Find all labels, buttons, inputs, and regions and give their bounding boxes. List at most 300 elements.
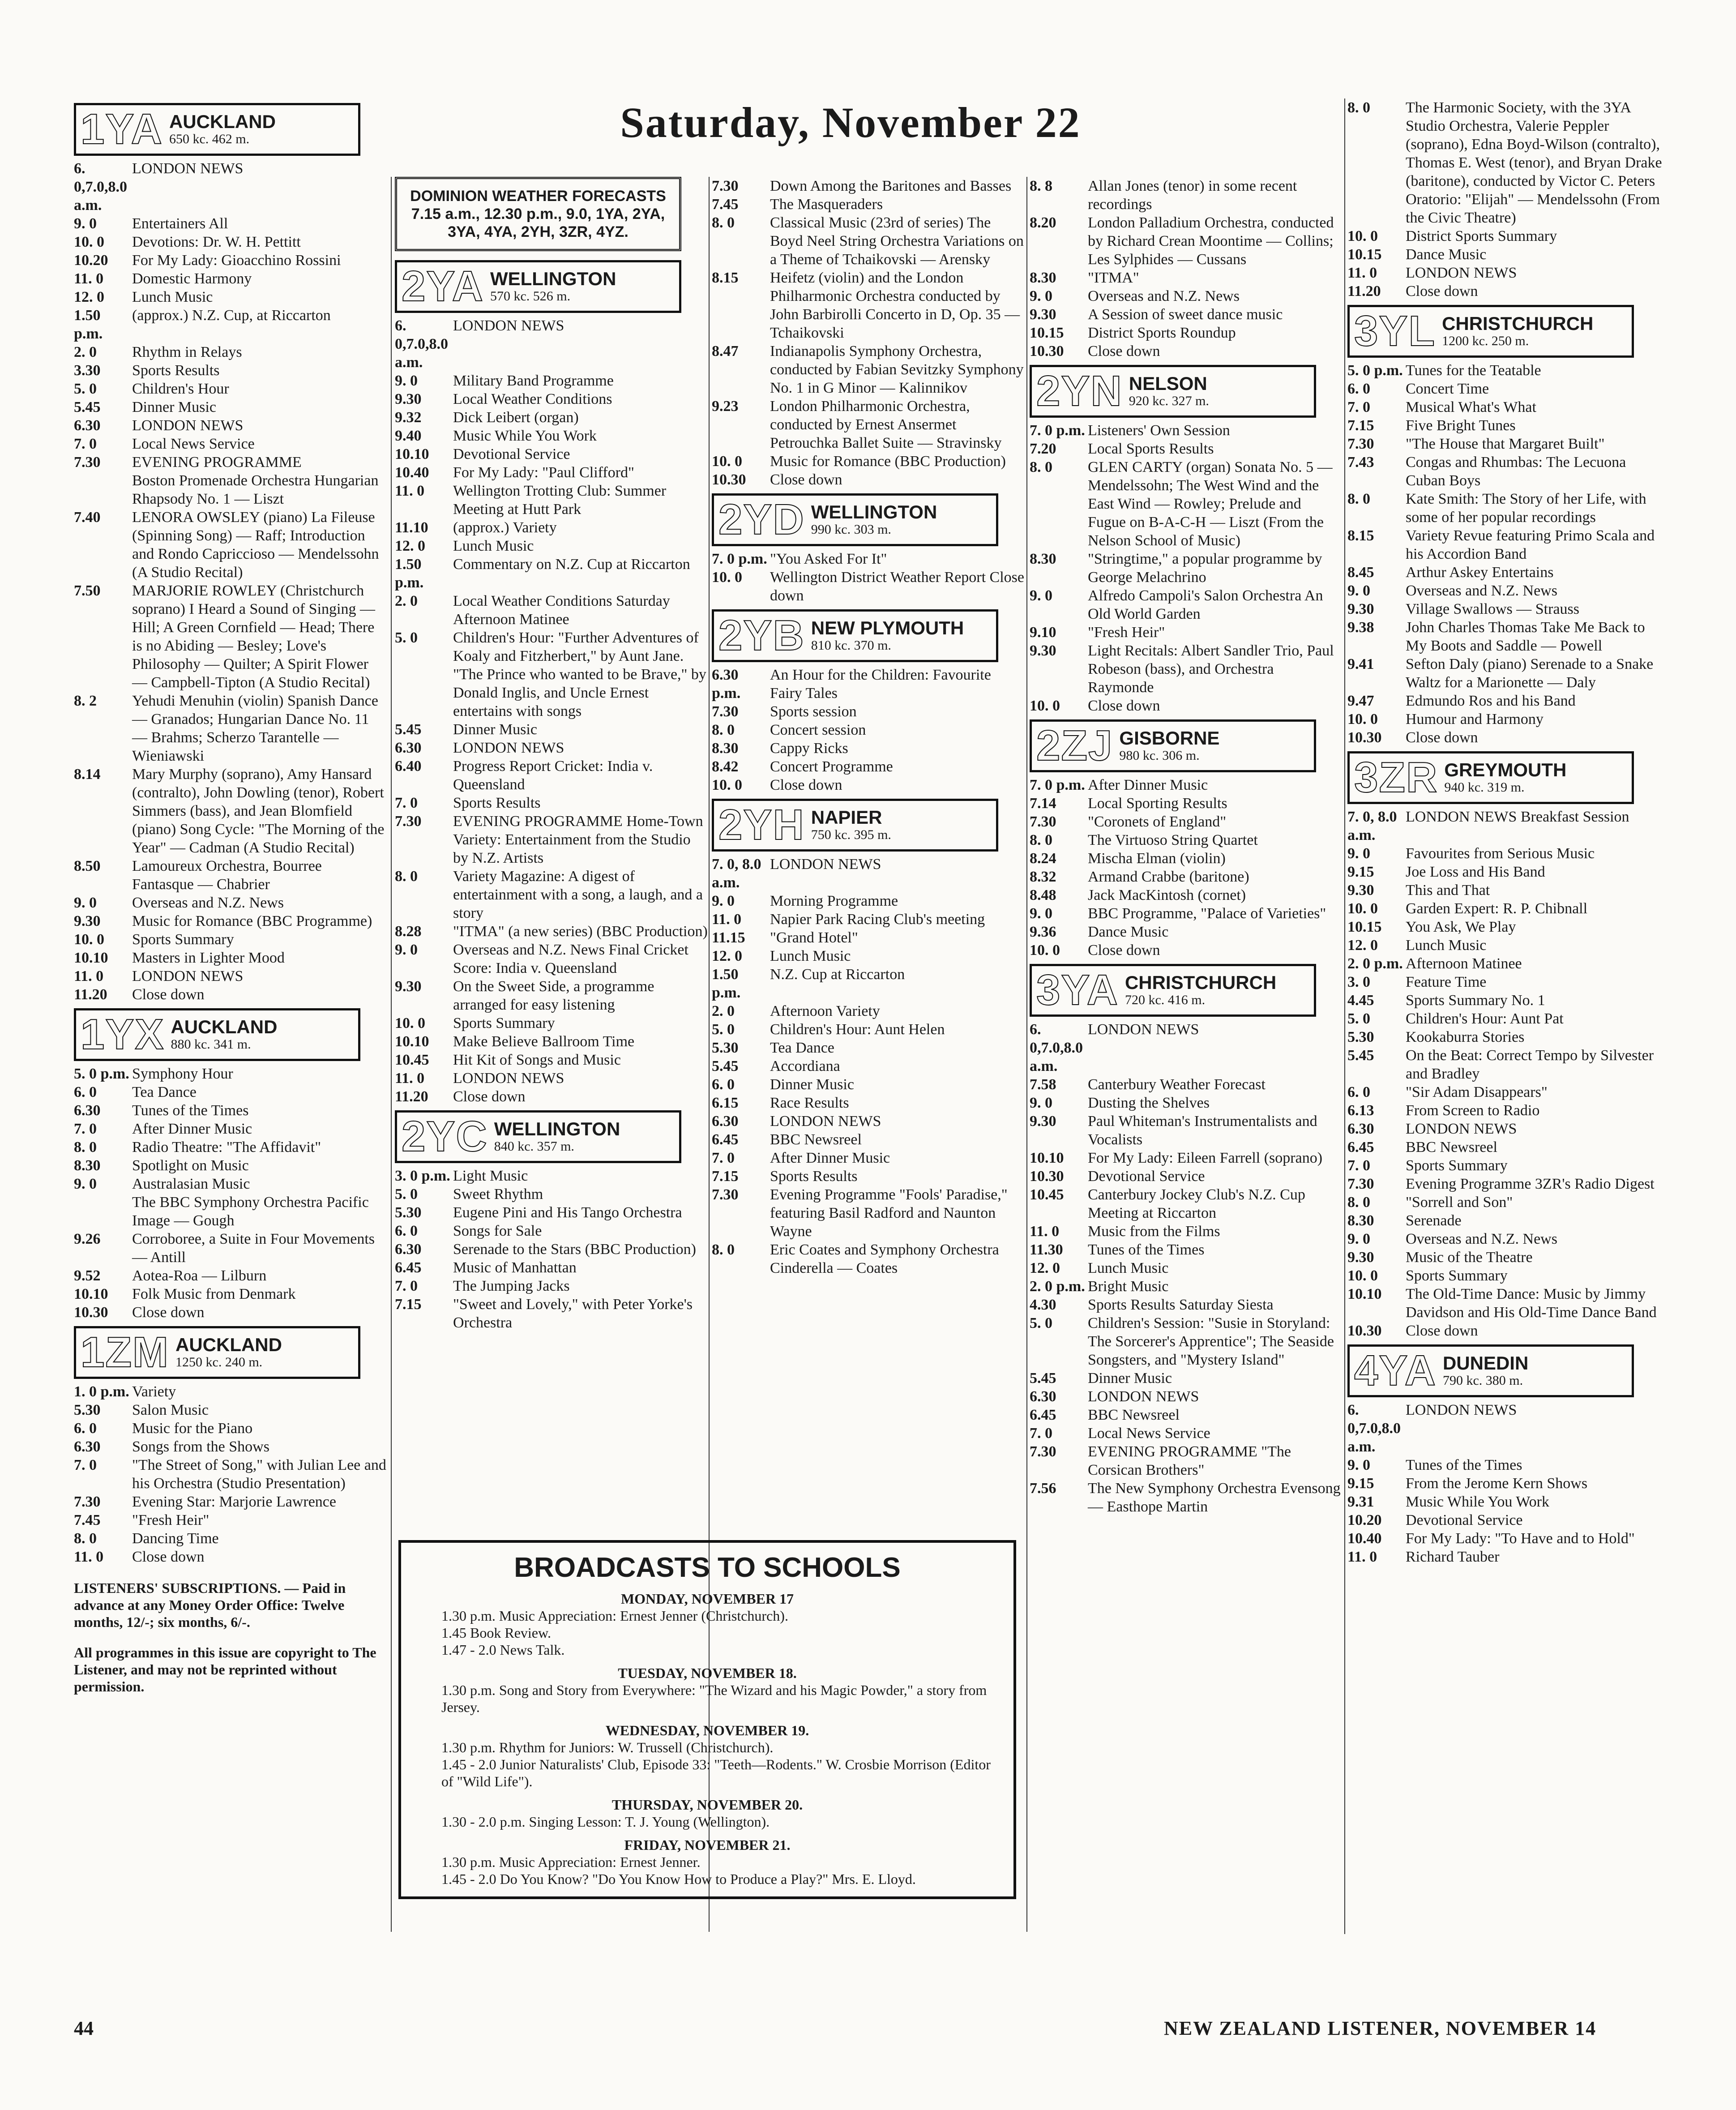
- programme-item: [1030, 1167, 1343, 1186]
- programme-item: [1347, 1474, 1668, 1493]
- programme-item: [1347, 1211, 1668, 1230]
- page-number: 44: [74, 2017, 94, 2039]
- programme-time: 9. 0: [1347, 845, 1370, 862]
- programme-time: 7. 0: [1347, 399, 1370, 415]
- programme-title: Evening Star: Marjorie Lawrence: [132, 1494, 336, 1510]
- programme-list: [74, 159, 387, 1004]
- programme-item: [1347, 600, 1668, 618]
- programme-time: 6.30: [395, 1241, 422, 1258]
- programme-time: 9. 0: [712, 893, 735, 909]
- programme-list: [1347, 1401, 1668, 1566]
- station-block: [74, 1008, 360, 1061]
- programme-item: [1030, 1186, 1343, 1222]
- programme-item: [1347, 245, 1668, 264]
- programme-time: 9.38: [1347, 619, 1374, 636]
- programme-item: [1347, 1010, 1668, 1028]
- programme-time: 8.30: [1347, 1212, 1374, 1229]
- programme-item: [712, 1039, 1025, 1057]
- programme-title: LONDON NEWS: [1406, 1121, 1517, 1137]
- programme-title: Overseas and N.Z. News: [1406, 582, 1557, 599]
- programme-item: [74, 1382, 387, 1401]
- programme-item: [1347, 808, 1668, 844]
- programme-title: N.Z. Cup at Riccarton: [770, 966, 905, 983]
- programme-item: [74, 398, 387, 416]
- programme-time: 11. 0: [395, 1070, 425, 1087]
- programme-time: 7.45: [712, 196, 739, 213]
- programme-item: [395, 1185, 708, 1203]
- programme-item: [1347, 1401, 1668, 1456]
- programme-item: [74, 1511, 387, 1529]
- programme-title: "ITMA": [1088, 270, 1139, 286]
- programme-time: 5.45: [395, 721, 422, 738]
- programme-item: [74, 1401, 387, 1419]
- programme-time: 6. 0: [1347, 381, 1370, 397]
- programme-item: [1030, 342, 1343, 360]
- programme-title: Music While You Work: [1406, 1494, 1549, 1510]
- programme-title: Sports Summary: [453, 1015, 555, 1031]
- programme-time: 8.47: [712, 343, 739, 360]
- programme-title: Sports session: [770, 703, 857, 720]
- programme-title: Accordiana: [770, 1058, 840, 1074]
- programme-title: "Fresh Heir": [1088, 624, 1165, 641]
- programme-title: Close down: [1406, 283, 1478, 300]
- programme-title: London Palladium Orchestra, conducted by Richard Crean Moontime — Collins; Les Sylphides — Cussans: [1088, 214, 1334, 268]
- programme-item: [1347, 526, 1668, 563]
- programme-time: 11. 0: [74, 270, 104, 287]
- station-callsign: 2ZJ: [1036, 722, 1113, 770]
- programme-title: Children's Hour: [132, 381, 229, 397]
- programme-item: [74, 214, 387, 233]
- programme-title: Corroboree, a Suite in Four Movements — Antill: [132, 1231, 375, 1266]
- programme-title: Music While You Work: [453, 428, 597, 444]
- programme-title: Canterbury Weather Forecast: [1088, 1076, 1266, 1093]
- programme-item: [74, 1230, 387, 1267]
- programme-title: Local Weather Conditions Saturday Afternoon Matinee: [453, 593, 670, 628]
- programme-time: 6.30: [1030, 1388, 1056, 1405]
- programme-title: "The Street of Song," with Julian Lee and his Orchestra (Studio Presentation): [132, 1457, 386, 1492]
- programme-time: 9.41: [1347, 656, 1374, 672]
- programme-time: 9. 0: [395, 372, 418, 389]
- programme-item: [395, 592, 708, 629]
- programme-time: 11. 0: [1030, 1223, 1060, 1240]
- station-callsign: 1YX: [81, 1010, 165, 1058]
- programme-title: Close down: [1088, 698, 1160, 714]
- programme-time: 6.30: [74, 417, 101, 434]
- programme-item: [712, 910, 1025, 929]
- programme-item: [395, 1240, 708, 1258]
- programme-title: Evening Programme 3ZR's Radio Digest: [1406, 1176, 1655, 1192]
- programme-time: 10.10: [1347, 1286, 1382, 1302]
- programme-item: [712, 1241, 1025, 1277]
- programme-item: [395, 867, 708, 922]
- programme-item: [712, 1002, 1025, 1020]
- programme-item: [1347, 899, 1668, 918]
- programme-item: [1030, 269, 1343, 287]
- programme-title: (approx.) Variety: [453, 519, 557, 536]
- programme-item: [74, 1493, 387, 1511]
- programme-item: [1347, 881, 1668, 899]
- programme-time: 8.30: [1030, 551, 1056, 567]
- programme-time: 7. 0, 8.0 a.m.: [1347, 809, 1397, 843]
- station-callsign: 4YA: [1354, 1347, 1437, 1395]
- programme-item: [395, 812, 708, 867]
- programme-time: 8. 0: [712, 722, 735, 738]
- programme-title: GLEN CARTY (organ) Sonata No. 5 — Mendelssohn; The West Wind and the East Wind — Rowley; Prelude and Fugue on B-A-C-H — Liszt (From the Nelson School of Music): [1088, 459, 1333, 549]
- programme-item: [1030, 1094, 1343, 1112]
- schools-item: 1.30 p.m. Music Appreciation: Ernest Jenner (Christchurch).: [441, 1608, 788, 1624]
- programme-time: 7. 0: [1030, 1425, 1052, 1442]
- programme-item: [1347, 361, 1668, 380]
- station-block: [1030, 719, 1316, 772]
- programme-title: Dinner Music: [1088, 1370, 1172, 1387]
- schools-day-heading: TUESDAY, NOVEMBER 18.: [618, 1665, 797, 1681]
- programme-time: 6.30: [74, 1438, 101, 1455]
- programme-title: Favourites from Serious Music: [1406, 845, 1595, 862]
- programme-item: [1347, 1511, 1668, 1529]
- station-block: [1347, 305, 1634, 358]
- programme-title: Military Band Programme: [453, 372, 614, 389]
- schools-item: 1.30 p.m. Rhythm for Juniors: W. Trussell (Christchurch).: [441, 1739, 774, 1755]
- programme-title: Rhythm in Relays: [132, 344, 242, 360]
- programme-time: 5.30: [74, 1402, 101, 1418]
- programme-time: 7. 0: [1347, 1157, 1370, 1174]
- station-city: NEW PLYMOUTH: [811, 617, 964, 638]
- programme-item: [74, 270, 387, 288]
- programme-item: [1030, 831, 1343, 849]
- programme-item: [74, 1303, 387, 1322]
- programme-time: 8. 0: [1030, 459, 1052, 475]
- programme-time: 10.45: [1030, 1186, 1064, 1203]
- programme-time: 9. 0: [1347, 1231, 1370, 1247]
- programme-title: Village Swallows — Strauss: [1406, 601, 1579, 617]
- programme-item: [395, 390, 708, 408]
- programme-item: [1347, 1120, 1668, 1138]
- programme-item: [1030, 642, 1343, 697]
- programme-time: 7.56: [1030, 1480, 1056, 1497]
- programme-time: 11. 0: [395, 483, 425, 499]
- programme-time: 7. 0 p.m.: [1030, 422, 1085, 439]
- programme-time: 8.15: [1347, 527, 1374, 544]
- programme-item: [74, 1193, 387, 1230]
- programme-title: Dancing Time: [132, 1530, 219, 1547]
- programme-time: 2. 0 p.m.: [1030, 1278, 1085, 1295]
- column-3: [712, 177, 1025, 1277]
- programme-time: 5.45: [74, 399, 101, 415]
- programme-title: Music for Romance (BBC Production): [770, 453, 1006, 470]
- programme-time: 7.30: [395, 813, 422, 830]
- programme-time: 10. 0: [1030, 698, 1060, 714]
- programme-item: [395, 977, 708, 1014]
- programme-title: John Charles Thomas Take Me Back to My Boots and Saddle — Powell: [1406, 619, 1645, 654]
- programme-item: [712, 342, 1025, 397]
- programme-title: Mary Murphy (soprano), Amy Hansard (contralto), John Dowling (tenor), Robert Simmers (bass), and Jean Blomfield (piano) Song Cycle: "The Morning of the Year" — Cadman (A Studio Recital): [132, 766, 385, 856]
- programme-time: 9.30: [395, 978, 422, 995]
- programme-title: Close down: [770, 777, 842, 793]
- programme-title: Indianapolis Symphony Orchestra, conducted by Fabian Sevitzky Symphony No. 1 in G Minor — Kalinnikov: [770, 343, 1024, 396]
- programme-time: 5.45: [712, 1058, 739, 1074]
- programme-time: 10.45: [395, 1052, 429, 1068]
- programme-item: [712, 758, 1025, 776]
- programme-title: On the Beat: Correct Tempo by Silvester and Bradley: [1406, 1047, 1654, 1082]
- programme-item: [395, 1258, 708, 1277]
- programme-item: [395, 408, 708, 427]
- programme-title: Songs from the Shows: [132, 1438, 269, 1455]
- programme-item: [395, 1051, 708, 1069]
- programme-time: 7.15: [712, 1168, 739, 1185]
- programme-item: [1347, 692, 1668, 710]
- station-frequency: 940 kc. 319 m.: [1444, 780, 1525, 795]
- programme-title: Afternoon Variety: [770, 1003, 880, 1019]
- programme-title: For My Lady: "To Have and to Hold": [1406, 1530, 1635, 1547]
- programme-title: Listeners' Own Session: [1088, 422, 1230, 439]
- station-block: [712, 609, 998, 662]
- programme-title: Eric Coates and Symphony Orchestra Cinderella — Coates: [770, 1241, 999, 1276]
- programme-time: 4.45: [1347, 992, 1374, 1009]
- programme-item: [395, 317, 708, 372]
- programme-time: 10.40: [395, 464, 429, 481]
- programme-time: 8.30: [1030, 270, 1056, 286]
- programme-title: Five Bright Tunes: [1406, 417, 1516, 434]
- programme-title: Close down: [132, 1549, 205, 1565]
- programme-time: 10.10: [74, 950, 108, 966]
- programme-title: BBC Programme, "Palace of Varieties": [1088, 905, 1326, 922]
- programme-title: From Screen to Radio: [1406, 1102, 1540, 1119]
- programme-item: [1030, 776, 1343, 794]
- programme-item: [1347, 1193, 1668, 1211]
- programme-time: 5. 0: [1347, 1010, 1370, 1027]
- programme-item: [1030, 1277, 1343, 1296]
- programme-item: [712, 452, 1025, 471]
- programme-time: 8. 0: [712, 1241, 735, 1258]
- programme-title: Sports Results: [770, 1168, 858, 1185]
- station-frequency: 880 kc. 341 m.: [171, 1037, 251, 1052]
- programme-item: [712, 1149, 1025, 1167]
- programme-time: 10. 0: [1030, 942, 1060, 959]
- programme-title: Devotional Service: [1406, 1512, 1523, 1528]
- page-title: Saturday, November 22: [620, 98, 1081, 146]
- programme-title: Salon Music: [132, 1402, 209, 1418]
- programme-time: 5. 0 p.m.: [1347, 362, 1403, 379]
- programme-time: 10. 0: [1347, 1267, 1378, 1284]
- programme-title: Music from the Films: [1088, 1223, 1220, 1240]
- station-block: [74, 1326, 360, 1379]
- programme-time: 5. 0: [712, 1021, 735, 1038]
- programme-time: 10.15: [1030, 325, 1064, 341]
- programme-title: LONDON NEWS: [1406, 265, 1517, 281]
- programme-item: [395, 922, 708, 941]
- programme-item: [1347, 1101, 1668, 1120]
- programme-title: Tunes of the Times: [132, 1102, 249, 1119]
- programme-time: 7.43: [1347, 454, 1374, 471]
- programme-title: Overseas and N.Z. News: [132, 895, 284, 911]
- station-frequency: 650 kc. 462 m.: [169, 132, 250, 146]
- programme-time: 8.32: [1030, 869, 1056, 885]
- programme-title: Concert Time: [1406, 381, 1489, 397]
- programme-item: [74, 1101, 387, 1120]
- programme-time: 11. 0: [1347, 265, 1377, 281]
- programme-item: [1347, 844, 1668, 863]
- programme-title: Folk Music from Denmark: [132, 1286, 296, 1302]
- programme-item: [395, 445, 708, 463]
- programme-time: 8.48: [1030, 887, 1056, 903]
- programme-title: Sports Summary: [1406, 1267, 1508, 1284]
- station-city: AUCKLAND: [175, 1334, 282, 1355]
- programme-item: [74, 857, 387, 894]
- programme-title: "The House that Margaret Built": [1406, 436, 1605, 452]
- programme-title: Aotea-Roa — Lilburn: [132, 1267, 267, 1284]
- station-block: [395, 1110, 681, 1163]
- programme-time: 5.30: [1347, 1029, 1374, 1045]
- programme-list: [395, 1167, 708, 1332]
- programme-time: 7.30: [1030, 1443, 1056, 1460]
- programme-item: [74, 967, 387, 985]
- programme-title: Allan Jones (tenor) in some recent recordings: [1088, 178, 1297, 213]
- programme-time: 10.10: [74, 1286, 108, 1302]
- programme-time: 4.30: [1030, 1297, 1056, 1313]
- programme-item: [395, 537, 708, 555]
- programme-title: After Dinner Music: [1088, 777, 1208, 793]
- programme-time: 9.30: [1030, 306, 1056, 323]
- programme-item: [74, 361, 387, 380]
- programme-list: [1347, 98, 1668, 300]
- programme-item: [1030, 923, 1343, 941]
- programme-title: Paul Whiteman's Instrumentalists and Vocalists: [1088, 1113, 1317, 1148]
- programme-title: Masters in Lighter Mood: [132, 950, 285, 966]
- programme-item: [1030, 1424, 1343, 1442]
- programme-title: LONDON NEWS: [770, 1113, 881, 1130]
- programme-title: Sweet Rhythm: [453, 1186, 543, 1203]
- programme-title: The New Symphony Orchestra Evensong — Easthope Martin: [1088, 1480, 1341, 1515]
- programme-time: 7.30: [712, 1186, 739, 1203]
- station-callsign: 3ZR: [1354, 753, 1438, 801]
- programme-time: 11. 0: [74, 1549, 104, 1565]
- programme-title: Alfredo Campoli's Salon Orchestra An Old World Garden: [1088, 587, 1323, 622]
- programme-time: 9.30: [1347, 882, 1374, 899]
- station-frequency: 990 kc. 303 m.: [811, 522, 891, 537]
- programme-item: [1347, 655, 1668, 692]
- programme-item: [74, 233, 387, 251]
- programme-time: 8. 0: [74, 1530, 97, 1547]
- programme-item: [1347, 863, 1668, 881]
- programme-item: [1347, 1529, 1668, 1548]
- programme-time: 8.14: [74, 766, 101, 783]
- programme-item: [1030, 287, 1343, 305]
- programme-item: [1347, 98, 1668, 227]
- programme-title: Dusting the Shelves: [1088, 1095, 1210, 1111]
- programme-title: Sefton Daly (piano) Serenade to a Snake Waltz for a Marionette — Daly: [1406, 656, 1654, 691]
- programme-time: 10. 0: [395, 1015, 425, 1031]
- programme-title: EVENING PROGRAMME: [132, 454, 302, 471]
- programme-item: [395, 1087, 708, 1106]
- programme-item: [74, 1438, 387, 1456]
- programme-time: 5.30: [395, 1204, 422, 1221]
- programme-time: 8.24: [1030, 850, 1056, 867]
- programme-time: 6. 0,7.0,8.0 a.m.: [1347, 1402, 1401, 1455]
- programme-title: Feature Time: [1406, 974, 1487, 990]
- programme-item: [712, 1167, 1025, 1186]
- programme-title: Symphony Hour: [132, 1066, 233, 1082]
- programme-title: Devotional Service: [453, 446, 570, 462]
- programme-title: "Sweet and Lovely," with Peter Yorke's Orchestra: [453, 1296, 693, 1331]
- programme-list: [395, 317, 708, 1106]
- programme-time: 9.36: [1030, 924, 1056, 940]
- programme-item: [74, 435, 387, 453]
- programme-item: [1347, 1046, 1668, 1083]
- programme-time: 9.30: [1347, 601, 1374, 617]
- station-block: [74, 103, 360, 156]
- programme-title: Afternoon Matinee: [1406, 955, 1522, 972]
- station-frequency: 720 kc. 416 m.: [1125, 993, 1206, 1007]
- programme-item: [74, 912, 387, 930]
- programme-item: [74, 692, 387, 765]
- programme-time: 10.30: [74, 1304, 108, 1321]
- schools-item: 1.45 - 2.0 Do You Know? "Do You Know How to Produce a Play?" Mrs. E. Lloyd.: [441, 1871, 916, 1887]
- programme-time: 7. 0: [395, 795, 418, 811]
- programme-item: [1030, 550, 1343, 586]
- programme-title: Lunch Music: [1406, 937, 1487, 954]
- station-city: NELSON: [1129, 373, 1207, 394]
- programme-item: [1030, 886, 1343, 904]
- programme-time: 6. 0,7.0,8.0 a.m.: [395, 317, 448, 371]
- programme-title: After Dinner Music: [770, 1150, 890, 1166]
- programme-item: [395, 794, 708, 812]
- column-rule: [1344, 98, 1345, 1934]
- programme-title: Close down: [770, 471, 842, 488]
- programme-time: 3.30: [74, 362, 101, 379]
- programme-title: EVENING PROGRAMME "The Corsican Brothers": [1088, 1443, 1291, 1478]
- programme-title: LONDON NEWS: [453, 1070, 564, 1087]
- programme-time: 9. 0: [74, 215, 97, 232]
- programme-title: Sports Results Saturday Siesta: [1088, 1297, 1274, 1313]
- programme-item: [1347, 264, 1668, 282]
- programme-time: 2. 0: [712, 1003, 735, 1019]
- programme-time: 7.30: [1347, 1176, 1374, 1192]
- programme-title: Dick Leibert (organ): [453, 409, 579, 426]
- programme-time: 8.50: [74, 858, 101, 874]
- programme-title: Overseas and N.Z. News: [1406, 1231, 1557, 1247]
- programme-title: Morning Programme: [770, 893, 898, 909]
- programme-time: 7.40: [74, 509, 101, 526]
- programme-item: [1347, 991, 1668, 1010]
- programme-item: [74, 508, 387, 582]
- programme-item: [1347, 582, 1668, 600]
- programme-item: [1347, 1175, 1668, 1193]
- programme-title: "ITMA" (a new series) (BBC Production): [453, 923, 708, 940]
- programme-title: BBC Newsreel: [1406, 1139, 1497, 1156]
- programme-item: [395, 1203, 708, 1222]
- programme-item: [1347, 1267, 1668, 1285]
- station-city: WELLINGTON: [490, 268, 616, 289]
- programme-title: Close down: [1406, 729, 1478, 746]
- programme-title: Congas and Rhumbas: The Lecuona Cuban Boys: [1406, 454, 1626, 489]
- programme-time: 6.30: [1347, 1121, 1374, 1137]
- programme-item: [1347, 453, 1668, 490]
- programme-time: 11.30: [1030, 1241, 1063, 1258]
- programme-item: [712, 177, 1025, 195]
- programme-title: Australasian Music: [132, 1176, 250, 1192]
- publication-footer: NEW ZEALAND LISTENER, NOVEMBER 14: [1164, 2017, 1597, 2039]
- programme-title: Canterbury Jockey Club's N.Z. Cup Meeting at Riccarton: [1088, 1186, 1305, 1221]
- programme-list: [712, 666, 1025, 794]
- programme-title: Concert Programme: [770, 758, 893, 775]
- programme-item: [1030, 458, 1343, 550]
- programme-item: [1030, 1387, 1343, 1406]
- programme-item: [1347, 1548, 1668, 1566]
- programme-time: 9.23: [712, 398, 739, 415]
- programme-title: Evening Programme "Fools' Paradise," featuring Basil Radford and Naunton Wayne: [770, 1186, 1008, 1240]
- programme-time: 3. 0 p.m.: [395, 1168, 450, 1184]
- programme-item: [1030, 813, 1343, 831]
